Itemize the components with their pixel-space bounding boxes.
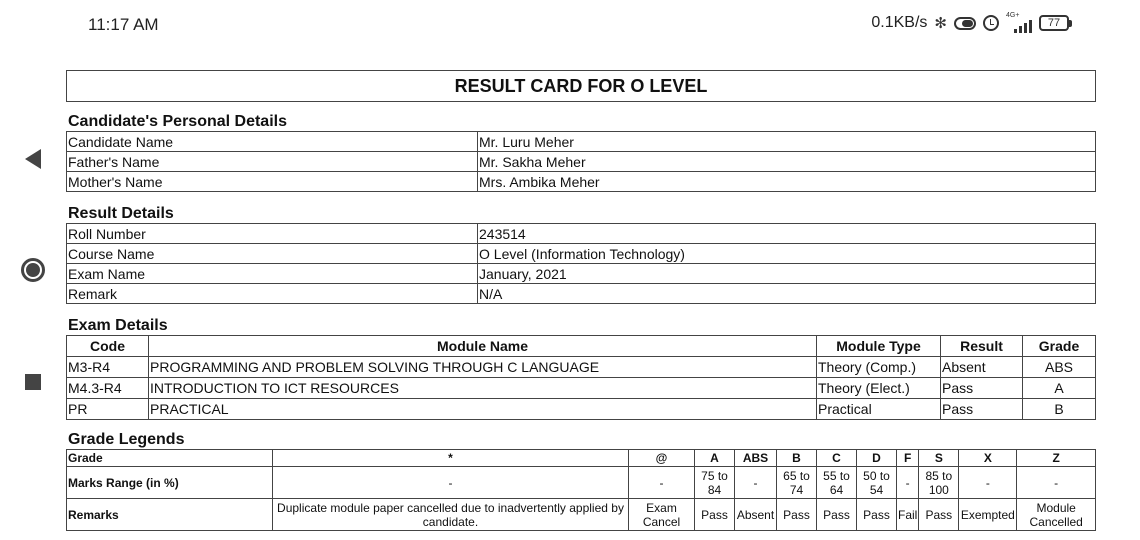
row-value: Mr. Luru Meher	[478, 132, 1096, 152]
signal-icon	[1006, 13, 1032, 33]
status-bar	[66, 0, 1140, 48]
row-value: January, 2021	[478, 264, 1096, 284]
legend-label-remarks: Remarks	[67, 499, 273, 531]
legend-remark: Pass	[919, 499, 959, 531]
legend-remark: Pass	[777, 499, 817, 531]
signal-label: 4G+	[1006, 12, 1020, 19]
recents-button[interactable]	[20, 369, 46, 395]
row-value: Mrs. Ambika Meher	[478, 172, 1096, 192]
row-value: N/A	[478, 284, 1096, 304]
legend-grade: A	[695, 450, 735, 467]
result-card-title: RESULT CARD FOR O LEVEL	[66, 70, 1096, 102]
table-row	[67, 132, 1096, 152]
legend-marks: 85 to 100	[919, 467, 959, 499]
grade-legends-table	[66, 449, 1096, 531]
cell-result: Absent	[941, 357, 1023, 378]
header-code: Code	[67, 336, 149, 357]
recents-icon	[25, 374, 41, 390]
table-row	[67, 264, 1096, 284]
cell-grade: B	[1023, 399, 1096, 420]
table-row	[67, 284, 1096, 304]
cell-grade: ABS	[1023, 357, 1096, 378]
legend-marks: -	[897, 467, 919, 499]
legend-label-grade: Grade	[67, 450, 273, 467]
legend-remark: Exempted	[959, 499, 1017, 531]
legend-grade: X	[959, 450, 1017, 467]
home-icon	[21, 258, 45, 282]
grade-legends-heading: Grade Legends	[68, 431, 185, 448]
result-details-heading: Result Details	[68, 205, 174, 222]
table-row	[67, 467, 1096, 499]
legend-grade: B	[777, 450, 817, 467]
table-header-row	[67, 336, 1096, 357]
legend-marks: 65 to 74	[777, 467, 817, 499]
row-label: Roll Number	[67, 224, 478, 244]
legend-grade: ABS	[735, 450, 777, 467]
header-result: Result	[941, 336, 1023, 357]
cell-type: Theory (Elect.)	[817, 378, 941, 399]
row-label: Candidate Name	[67, 132, 478, 152]
header-grade: Grade	[1023, 336, 1096, 357]
legend-remark: Fail	[897, 499, 919, 531]
back-icon	[25, 149, 41, 169]
table-row	[67, 224, 1096, 244]
personal-details-heading: Candidate's Personal Details	[68, 113, 287, 130]
legend-grade: Z	[1017, 450, 1096, 467]
header-type: Module Type	[817, 336, 941, 357]
legend-grade: D	[857, 450, 897, 467]
row-label: Course Name	[67, 244, 478, 264]
table-row	[67, 152, 1096, 172]
battery-icon	[1039, 15, 1072, 31]
home-button[interactable]	[20, 257, 46, 283]
data-saver-icon	[954, 17, 976, 30]
status-time: 11:17 AM	[88, 15, 159, 34]
exam-details-heading: Exam Details	[68, 317, 168, 334]
table-row	[67, 172, 1096, 192]
legend-remark: Duplicate module paper cancelled due to inadvertently applied by candidate.	[273, 499, 629, 531]
table-row	[67, 244, 1096, 264]
legend-marks: -	[273, 467, 629, 499]
row-label: Father's Name	[67, 152, 478, 172]
legend-grade: S	[919, 450, 959, 467]
cell-code: PR	[67, 399, 149, 420]
personal-details-table	[66, 131, 1096, 192]
legend-marks: -	[959, 467, 1017, 499]
cell-code: M3-R4	[67, 357, 149, 378]
result-details-table	[66, 223, 1096, 304]
alarm-icon	[983, 15, 999, 31]
cell-module: PROGRAMMING AND PROBLEM SOLVING THROUGH C LANGUAGE	[149, 357, 817, 378]
cell-module: INTRODUCTION TO ICT RESOURCES	[149, 378, 817, 399]
result-card	[66, 70, 1096, 531]
back-button[interactable]	[20, 146, 46, 172]
legend-remark: Pass	[695, 499, 735, 531]
cell-result: Pass	[941, 399, 1023, 420]
table-row	[67, 399, 1096, 420]
legend-grade: F	[897, 450, 919, 467]
legend-remark: Pass	[857, 499, 897, 531]
exam-details-table	[66, 335, 1096, 420]
legend-grade: @	[629, 450, 695, 467]
legend-marks: -	[735, 467, 777, 499]
legend-remark: Module Cancelled	[1017, 499, 1096, 531]
navigation-bar	[0, 0, 66, 540]
row-value: O Level (Information Technology)	[478, 244, 1096, 264]
legend-marks: 50 to 54	[857, 467, 897, 499]
row-label: Remark	[67, 284, 478, 304]
legend-marks: 55 to 64	[817, 467, 857, 499]
legend-grade: C	[817, 450, 857, 467]
header-module: Module Name	[149, 336, 817, 357]
cell-code: M4.3-R4	[67, 378, 149, 399]
battery-level: 77	[1039, 15, 1069, 31]
row-label: Mother's Name	[67, 172, 478, 192]
legend-marks: -	[629, 467, 695, 499]
network-speed: 0.1KB/s	[871, 14, 928, 31]
row-label: Exam Name	[67, 264, 478, 284]
table-row	[67, 378, 1096, 399]
legend-remark: Pass	[817, 499, 857, 531]
table-row	[67, 357, 1096, 378]
table-row	[67, 450, 1096, 467]
legend-marks: -	[1017, 467, 1096, 499]
row-value: 243514	[478, 224, 1096, 244]
bluetooth-icon: ✻	[934, 15, 947, 32]
cell-type: Practical	[817, 399, 941, 420]
legend-label-marks: Marks Range (in %)	[67, 467, 273, 499]
cell-type: Theory (Comp.)	[817, 357, 941, 378]
legend-grade: *	[273, 450, 629, 467]
legend-remark: Absent	[735, 499, 777, 531]
legend-marks: 75 to 84	[695, 467, 735, 499]
legend-remark: Exam Cancel	[629, 499, 695, 531]
table-row	[67, 499, 1096, 531]
cell-module: PRACTICAL	[149, 399, 817, 420]
row-value: Mr. Sakha Meher	[478, 152, 1096, 172]
cell-result: Pass	[941, 378, 1023, 399]
cell-grade: A	[1023, 378, 1096, 399]
